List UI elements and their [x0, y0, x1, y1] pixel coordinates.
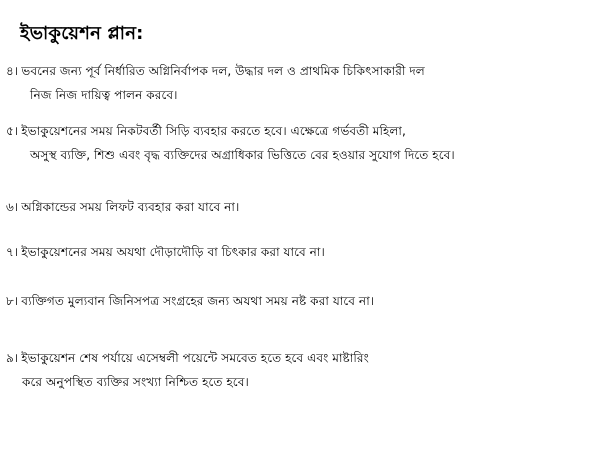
list-item-line: [6, 289, 594, 313]
list-item-text: ইভাকুয়েশনের সময় নিকটবর্তী সিড়ি ব্যবহার করতে হবে। এক্ষেত্রে গর্ভবতী মহিলা,: [21, 124, 406, 138]
list-item-line: [6, 195, 594, 219]
list-item-number: ৮।: [6, 294, 19, 308]
list-item-number: ৯।: [6, 351, 19, 365]
list-item-text: ইভাকুয়েশন শেষ পর্যায়ে এসেম্বলী পয়েন্টে সমবেত হতে হবে এবং মাষ্টারিং: [21, 351, 369, 365]
list-item-number: ৪।: [6, 64, 19, 78]
list-item-5: [6, 119, 594, 167]
list-item-number: ৬।: [6, 200, 19, 214]
list-item-number: ৫।: [6, 124, 19, 138]
list-item-line: [6, 346, 594, 370]
list-item-4: [6, 59, 594, 107]
list-item-line: [6, 240, 594, 264]
list-item-6: [6, 195, 594, 219]
list-item-text: ব্যক্তিগত মুল্যবান জিনিসপত্র সংগ্রহের জন্য অযথা সময় নষ্ট করা যাবে না।: [21, 294, 375, 308]
list-item-8: [6, 289, 594, 313]
page-title: ইভাকুয়েশন প্লান:: [20, 23, 144, 44]
list-item-number: ৭।: [6, 245, 19, 259]
list-item-text: ইভাকুয়েশনের সময় অযথা দৌড়াদৌড়ি বা চিৎকার করা যাবে না।: [21, 245, 325, 259]
list-item-text: অগ্নিকান্ডের সময় লিফট ব্যবহার করা যাবে না।: [21, 200, 240, 214]
list-item-continuation: অসুস্থ ব্যক্তি, শিশু এবং বৃদ্ধ ব্যক্তিদের অগ্রাধিকার ভিত্তিতে বের হওয়ার সুযোগ দিতে হবে।: [30, 148, 455, 162]
list-item-line: [6, 119, 594, 143]
list-item-9: [6, 346, 594, 394]
list-item-line: [6, 59, 594, 83]
list-item-continuation: নিজ নিজ দায়িত্ব পালন করবে।: [30, 88, 178, 102]
list-item-continuation: করে অনুপস্থিত ব্যক্তির সংখ্যা নিশ্চিত হতে হবে।: [22, 375, 249, 389]
list-item-text: ভবনের জন্য পূর্ব নির্ধারিত অগ্নিনির্বাপক দল, উদ্ধার দল ও প্রাথমিক চিকিৎসাকারী দল: [21, 64, 425, 78]
list-item-7: [6, 240, 594, 264]
